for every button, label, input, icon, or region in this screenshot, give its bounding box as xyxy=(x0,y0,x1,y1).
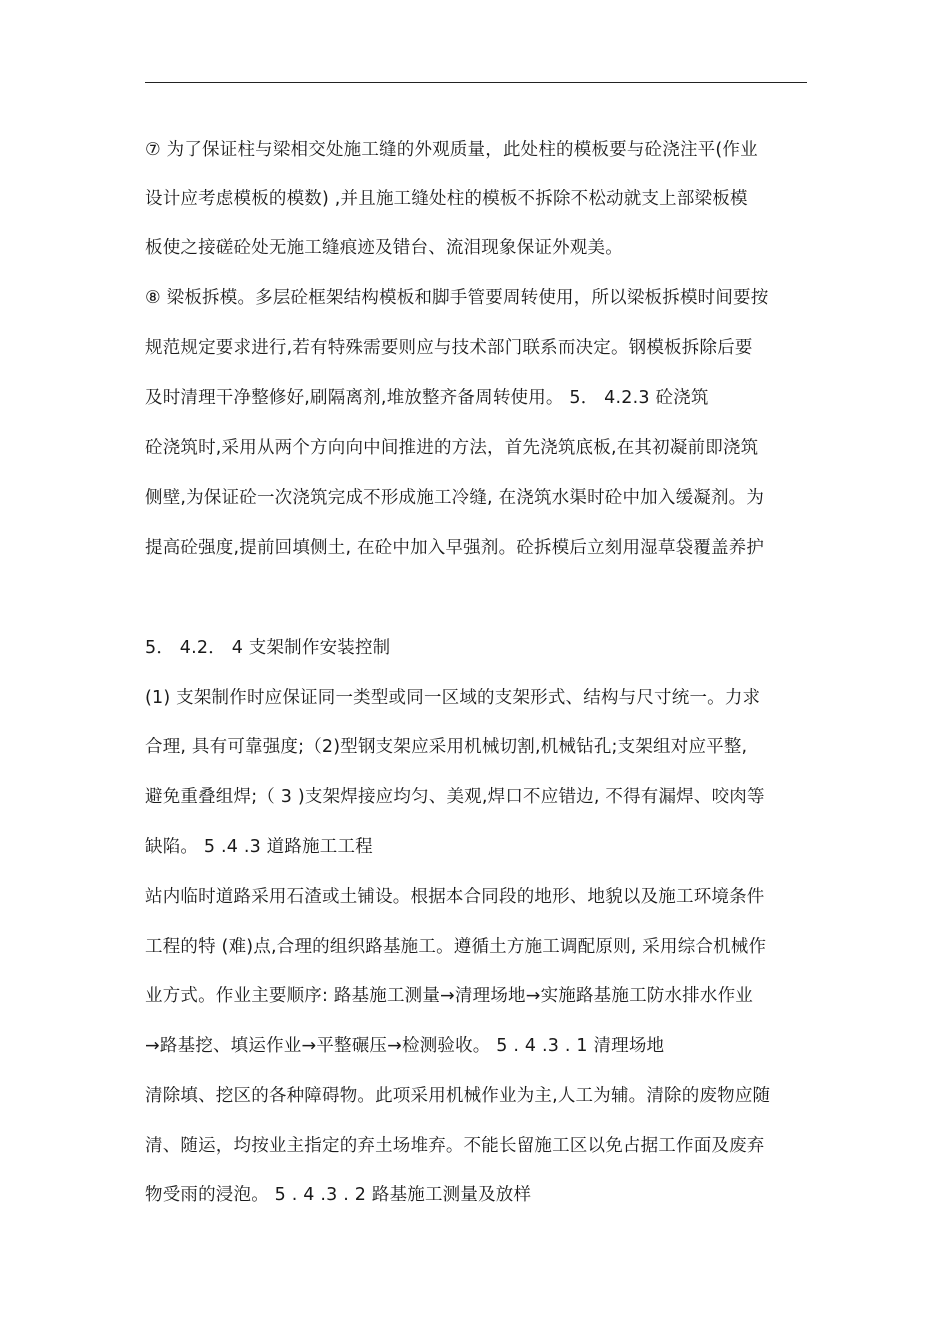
text-line: 合理, 具有可靠强度;（2)型钢支架应采用机械切割,机械钻孔;支架组对应平整, xyxy=(145,737,748,757)
text-line: 避免重叠组焊;（ 3 )支架焊接应均匀、美观,焊口不应错边, 不得有漏焊、咬肉等 xyxy=(145,787,765,807)
text-line: 物受雨的浸泡。 5 . 4 .3 . 2 路基施工测量及放样 xyxy=(145,1185,532,1205)
text-line: 提高砼强度,提前回填侧土, 在砼中加入早强剂。砼拆模后立刻用湿草袋覆盖养护 xyxy=(145,538,765,558)
section-heading: 5． 4.2． 4 支架制作安装控制 xyxy=(145,638,391,658)
text-line: ⑦ 为了保证柱与梁相交处施工缝的外观质量，此处柱的模板要与砼浇注平(作业 xyxy=(145,140,758,160)
text-line: 及时清理干净整修好,刷隔离剂,堆放整齐备周转使用。 5． 4.2.3 砼浇筑 xyxy=(145,388,709,408)
text-line: ⑧ 梁板拆模。多层砼框架结构模板和脚手管要周转使用，所以梁板拆模时间要按 xyxy=(145,288,769,308)
text-line: 清除填、挖区的各种障碍物。此项采用机械作业为主,人工为辅。清除的废物应随 xyxy=(145,1086,771,1106)
text-line: 侧壁,为保证砼一次浇筑完成不形成施工冷缝, 在浇筑水渠时砼中加入缓凝剂。为 xyxy=(145,488,765,508)
text-line: 清、随运，均按业主指定的弃土场堆弃。不能长留施工区以免占据工作面及废弃 xyxy=(145,1136,765,1156)
text-line: (1) 支架制作时应保证同一类型或同一区域的支架形式、结构与尺寸统一。力求 xyxy=(145,688,761,708)
text-line: 砼浇筑时,采用从两个方向向中间推进的方法，首先浇筑底板,在其初凝前即浇筑 xyxy=(145,438,759,458)
text-line: 规范规定要求进行,若有特殊需要则应与技术部门联系而决定。钢模板拆除后要 xyxy=(145,338,753,358)
text-line: 业方式。作业主要顺序: 路基施工测量→清理场地→实施路基施工防水排水作业 xyxy=(145,986,753,1006)
text-line: 工程的特 (难)点,合理的组织路基施工。遵循土方施工调配原则, 采用综合机械作 xyxy=(145,937,767,957)
text-line: 缺陷。 5 .4 .3 道路施工工程 xyxy=(145,837,373,857)
text-line: 站内临时道路采用石渣或土铺设。根据本合同段的地形、地貌以及施工环境条件 xyxy=(145,887,765,907)
text-line: →路基挖、填运作业→平整碾压→检测验收。 5 . 4 .3 . 1 清理场地 xyxy=(145,1036,665,1056)
text-line: 设计应考虑模板的模数) ,并且施工缝处柱的模板不拆除不松动就支上部梁板模 xyxy=(145,189,748,209)
text-line: 板使之接磋砼处无施工缝痕迹及错台、流泪现象保证外观美。 xyxy=(145,238,623,258)
header-rule xyxy=(145,82,807,83)
